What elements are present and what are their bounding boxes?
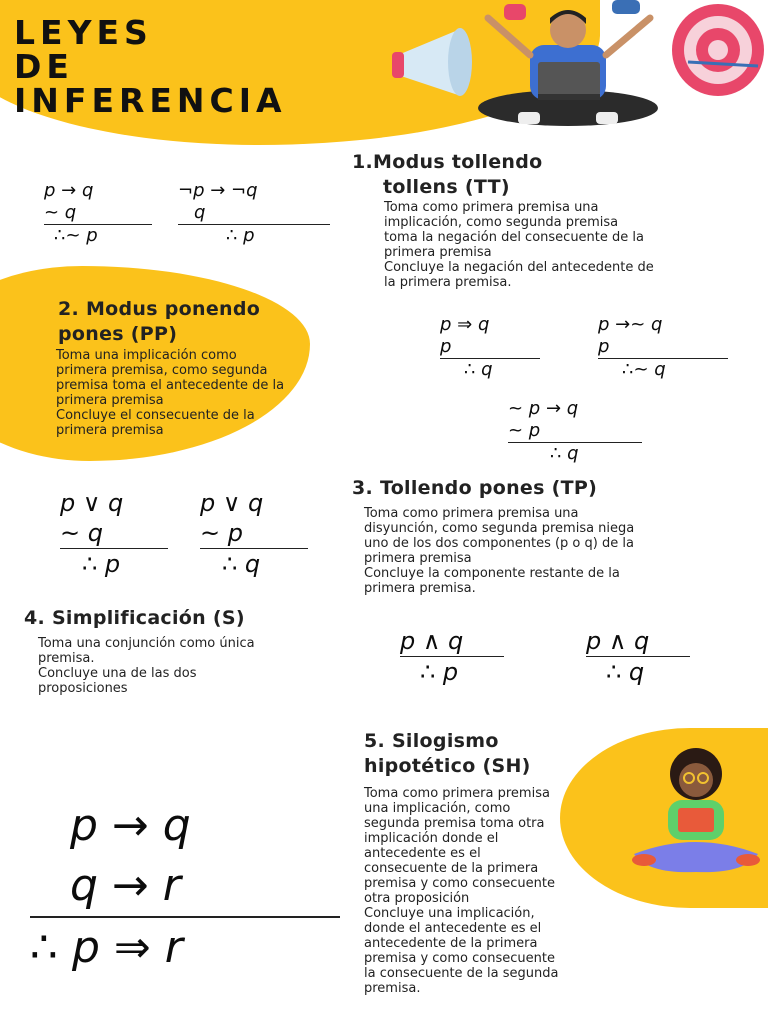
section5-body: Toma como primera premisa una implicación, como segunda premisa toma otra implicación donde el antecedente es el consecuente de la primera premisa y como consecuente otra proposición Concluye una implicación, donde el antecedente es el antecedente de la primera premisa y como consecuente la consecuente de la segunda premisa.	[364, 786, 559, 996]
page-title-line2: DE	[14, 47, 74, 86]
section1-formula-2: ¬p → ¬q q ∴ p	[178, 180, 330, 247]
section3-heading: 3. Tollendo pones (TP)	[352, 477, 598, 499]
section5-heading: 5. Silogismo hipotético (SH)	[364, 730, 531, 777]
target-icon	[672, 4, 764, 96]
section1-body: Toma como primera premisa una implicación, como segunda premisa toma la negación del consecuente de la primera premisa Concluye la negación del antecedente de la primera premisa.	[384, 200, 654, 290]
page-title-line1: LEYES	[14, 13, 153, 52]
section5-formula-1: p → q q → r ∴ p ⇒ r	[30, 796, 340, 978]
girl-reading-illustration	[624, 742, 768, 880]
section2-formula-1: p ⇒ q p ∴ q	[440, 314, 540, 381]
section3-formula-2: p ∨ q ~ p ∴ q	[200, 488, 308, 579]
megaphone-icon	[392, 28, 472, 96]
girl-reading-icon	[632, 748, 760, 872]
section4-formula-2: p ∧ q ∴ q	[586, 626, 690, 687]
person-with-laptop-icon	[478, 10, 658, 126]
section3-body: Toma como primera premisa una disyunción, como segunda premisa niega uno de los dos componentes (p o q) de la primera premisa Concluye la componente restante de la primera premisa.	[364, 506, 635, 596]
page-title-line3: INFERENCIA	[14, 81, 287, 120]
header-illustration	[388, 0, 768, 140]
section1-heading: 1.Modus tollendo tollens (TT)	[352, 151, 543, 198]
section2-body: Toma una implicación como primera premisa, como segunda premisa toma el antecedente de la primera premisa Concluye el consecuente de la primera premisa	[56, 348, 285, 438]
section1-formula-1: p → q ~ q ∴~ p	[44, 180, 152, 247]
section3-formula-1: p ∨ q ~ q ∴ p	[60, 488, 168, 579]
section2-heading: 2. Modus ponendo pones (PP)	[58, 298, 261, 345]
section4-formula-1: p ∧ q ∴ p	[400, 626, 504, 687]
section4-heading: 4. Simplificación (S)	[24, 607, 245, 629]
section2-formula-3: ~ p → q ~ p ∴ q	[508, 398, 642, 465]
section4-body: Toma una conjunción como única premisa. Concluye una de las dos proposiciones	[38, 636, 255, 696]
section2-formula-2: p →~ q p ∴~ q	[598, 314, 728, 381]
